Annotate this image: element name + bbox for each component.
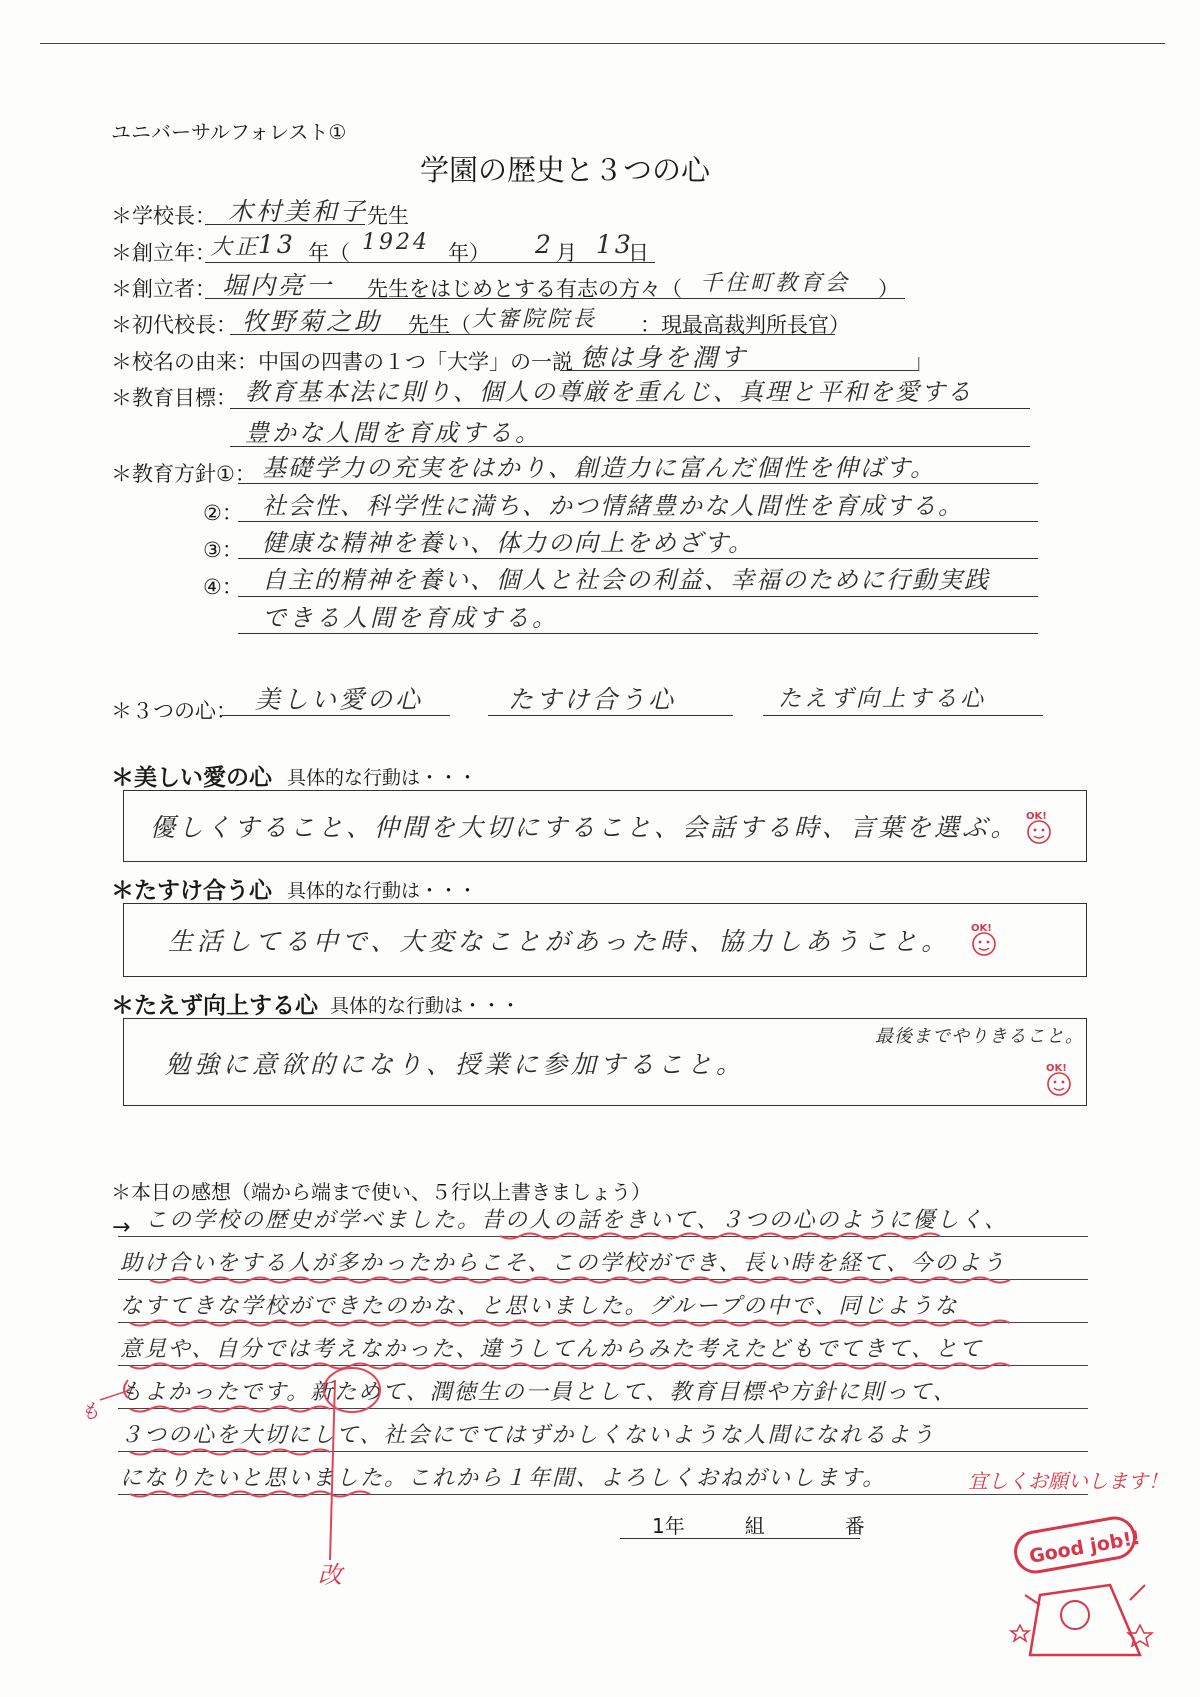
- teacher-correction-note: 改: [318, 1561, 342, 1589]
- page-title: 学園の歴史と３つの心: [420, 153, 711, 187]
- education-policy-num-2: ②：: [203, 501, 243, 525]
- education-policy-1: 基礎学力の充実をはかり、創造力に富んだ個性を伸ばす。: [262, 454, 937, 482]
- year-class-underline: [620, 1538, 860, 1539]
- founded-day-label: 日: [628, 241, 649, 265]
- founder-close: ）: [878, 277, 899, 301]
- year-class-label: 1年 組 番: [652, 1514, 865, 1538]
- education-policy-4: 自主的精神を養い、個人と社会の利益、幸福のために行動実践: [262, 566, 990, 594]
- education-goal-line-1: 教育基本法に則り、個人の尊厳を重んじ、真理と平和を愛する: [245, 378, 973, 406]
- teacher-margin-note: も: [80, 1399, 100, 1423]
- impressions-line-2: 助け合いをする人が多かったからこそ、この学校ができ、長い時を経て、今のよう: [120, 1251, 1007, 1276]
- teacher-comment: 宜しくお願いします！: [968, 1469, 1168, 1493]
- principal-name: 木村美和子: [228, 197, 369, 226]
- section-3-heading: ＊たえず向上する心: [111, 993, 318, 1019]
- education-goal-label: ＊教育目標：: [111, 386, 237, 410]
- school-name-origin-label: ＊校名の由来：中国の四書の１つ「大学」の一説「: [111, 350, 594, 374]
- impressions-line-4: 意見や、自分では考えなかった、違うしてんからみた考えたどもでてきて、とて: [120, 1337, 984, 1362]
- three-hearts-value-1: 美しい愛の心: [255, 685, 424, 714]
- founded-era: 大正: [210, 235, 261, 260]
- principal-label: ＊学校長：: [111, 204, 216, 228]
- section-2-heading: ＊たすけ合う心: [111, 878, 272, 904]
- founded-western-suffix: 年）: [448, 241, 490, 265]
- education-goal-line-2: 豊かな人間を育成する。: [245, 419, 542, 447]
- series-title: ユニバーサルフォレスト①: [111, 120, 347, 144]
- first-principal-suffix: ：現最高裁判所長官）: [640, 313, 850, 337]
- founded-western-year: 1924: [362, 230, 430, 255]
- section-3-answer: 勉強に意欲的になり、授業に参加すること。: [165, 1050, 746, 1079]
- founded-year-label: 年（: [308, 241, 350, 265]
- founder-middle: 先生をはじめとする有志の方々（: [367, 277, 682, 301]
- first-principal-middle: 先生（: [408, 313, 471, 337]
- section-1-answer: 優しくすること、仲間を大切にすること、会話する時、言葉を選ぶ。: [150, 813, 1019, 842]
- good-job-stamp-icon: [1000, 1505, 1160, 1665]
- impressions-line-3: なすてきな学校ができたのかな、と思いました。グループの中で、同じような: [120, 1294, 959, 1319]
- first-principal-name: 牧野菊之助: [242, 307, 383, 336]
- founded-era-year: 13: [258, 230, 296, 259]
- three-hearts-value-3: たえず向上する心: [778, 686, 986, 712]
- svg-text:Good job!!: Good job!!: [1027, 1526, 1143, 1568]
- school-name-origin-quote: 徳は身を潤す: [580, 343, 749, 372]
- three-hearts-label: ＊３つの心：: [111, 699, 237, 723]
- section-1-sub: 具体的な行動は・・・: [287, 767, 478, 789]
- principal-suffix: 先生: [367, 204, 409, 228]
- education-policy-label: ＊教育方針①：: [111, 462, 256, 486]
- education-policy-num-4: ④：: [203, 575, 243, 599]
- founded-label: ＊創立年：: [111, 241, 216, 265]
- education-policy-num-3: ③：: [203, 538, 243, 562]
- first-principal-role: 大審院院長: [472, 307, 598, 332]
- impressions-label: ＊本日の感想（端から端まで使い、５行以上書きましょう）: [111, 1180, 651, 1204]
- education-policy-3: 健康な精神を養い、体力の向上をめざす。: [262, 529, 755, 557]
- founded-month: 2: [535, 230, 554, 259]
- founded-day: 13: [596, 230, 634, 259]
- founder-name: 堀内亮一: [222, 271, 335, 300]
- impressions-line-5: もよかったです。新ためて、潤徳生の一員として、教育目標や方針に則って、: [120, 1380, 957, 1405]
- svg-text:OK!: OK!: [1046, 1063, 1067, 1074]
- first-principal-label: ＊初代校長：: [111, 313, 237, 337]
- impressions-line-1: この学校の歴史が学べました。昔の人の話をきいて、３つの心のように優しく、: [145, 1208, 1009, 1233]
- section-3-extra: 最後までやりきること。: [875, 1026, 1084, 1047]
- good-job-stamp: [1000, 1505, 1160, 1665]
- impressions-line-7: になりたいと思いました。これから１年間、よろしくおねがいします。: [120, 1466, 887, 1491]
- svg-text:OK!: OK!: [971, 923, 992, 934]
- founder-label: ＊創立者：: [111, 277, 216, 301]
- three-hearts-value-2: たすけ合う心: [508, 685, 677, 714]
- section-2-answer: 生活してる中で、大変なことがあった時、協力しあうこと。: [168, 927, 951, 956]
- founded-month-label: 月: [556, 241, 577, 265]
- section-2-sub: 具体的な行動は・・・: [287, 880, 478, 902]
- school-name-origin-close: 」: [912, 350, 933, 374]
- impressions-arrow: →: [112, 1215, 131, 1240]
- section-1-heading: ＊美しい愛の心: [111, 765, 272, 791]
- education-policy-continuation: できる人間を育成する。: [262, 604, 559, 632]
- education-policy-2: 社会性、科学性に満ち、かつ情緒豊かな人間性を育成する。: [262, 492, 964, 520]
- section-3-sub: 具体的な行動は・・・: [330, 995, 521, 1017]
- founder-org: 千住町教育会: [700, 271, 851, 296]
- svg-text:OK!: OK!: [1026, 811, 1047, 822]
- impressions-line-6: ３つの心を大切にして、社会にでてはずかしくないような人間になれるよう: [120, 1423, 936, 1448]
